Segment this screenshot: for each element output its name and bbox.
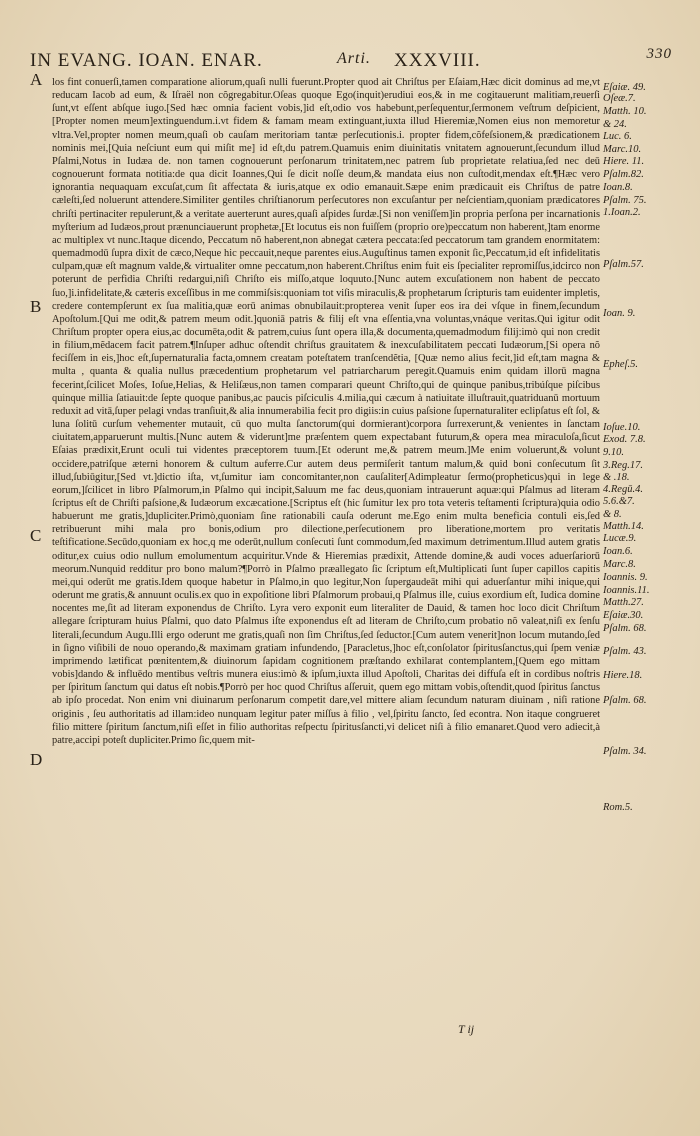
margin-citation: Ioſue.10.: [603, 422, 641, 433]
article-label: Arti.: [337, 50, 371, 67]
margin-citation: 3.Reg.17.: [603, 460, 643, 471]
section-letters: [30, 70, 50, 1070]
running-title: IN EVANG. IOAN. ENAR.: [30, 50, 263, 71]
signature-mark: T ij: [458, 1022, 475, 1036]
margin-citation: Ioan.8.: [603, 182, 633, 193]
margin-citation: Matth.14.: [603, 521, 644, 532]
margin-citation: & 24.: [603, 119, 627, 130]
margin-citation: 4.Regū.4.: [603, 484, 643, 495]
margin-citation: Lucæ.9.: [603, 533, 637, 544]
margin-citation: 5.6.&7.: [603, 496, 635, 507]
article-number: XXXVIII.: [394, 50, 481, 71]
margin-citation: Eſaiæ. 49.: [603, 82, 646, 93]
margin-citation: Rom.5.: [603, 802, 633, 813]
margin-citation: Pſalm. 68.: [603, 623, 647, 634]
commentary-paragraph: los fint conuerſi,tamen comparatione aliorum,quaſi nulli fuerunt.Propter quod ait Chriſtus per Eſaiam,Hæc dicit dominus ad me,vt reducam Iacob ad eum, & Iſraël non cõgregabitur.Oſeas quoque Ego(inquit)erudiui eos,& in me cogitauerunt malitiam,reuerſi ſunt,vt eſſent abſque iugo.[Sed hæc omnia facient vobis,]id eſt,odio vos habebunt,perſequentur,ſermonem veſtrum deſpicient, [Propter nomen meum]extinguendum.i.vt fidem & famam meam extinguant,iuxta illud Hieremiæ,Nomen eius non memoretur vltra.Vel,propter nomen meum,quaſi ob cauſam meritoriam tantæ perſecutionis.i. propter fidem,cõfeſsionem,& prædicationem nominis mei,[Quia neſciunt eum qui miſit me] id eſt,du patrem.Quamuis enim diuinitatis vnitatem agnouerunt,ſecundum illud Pſalmi,Notus in Iudæa de. non tamen cognouerunt perſonarum trinitatem,nec patrem ſub proprietate relatiua,ſed nec deū cognouerunt formata notitia:de qua dicit Ioannes,Qui ſe dicit noſſe deum,& mandata eius non cuſtodit,mendax eſt.¶Hæc vero ignorantia nequaquam excuſat,cum ſit affectata & iuris,atque ex odio emanauit.Sæpe enim prædicauit eis Chriſtus de patre cæleſti,ſed noluerunt attendere.Similiter gentiles chriſtianorum perſecutores non excuſantur per neſcientiam,quoniam prædicatores chriſti pertinaciter repulerunt,& a veritate auerterunt aures,quaſi aſpides ſurdæ.[Si non veniſſem]in propria perſona per incarnationis myſterium ad Iudæos,prout prænunciauerunt prophetæ,[Et locutus eis non fuiſſem (proprio ore)peccatum non haberent,]tam enorme ac multiplex vt nunc.Itaque dicendo, Peccatum nõ haberent,non abnegat cætera peccata:ſed peccatorum tam grandem enormitatem: quemadmodū ſupra dixit de cæco,Neque hic peccauit,neque parentes eius.Auguſtinus tamen exponit ſic,Peccatum,id eſt infidelitatis culpam,quæ eſt magnum valde,& virtualiter omne peccatum,non haberent.Chriſtus enim fuit eis ſpecialiter repromiſſus,idcirco non poterunt de perfidia Chriſti redargui,niſi Chriſto eis miſſo,atque loquuto.[Nunc autem excuſationem non habent de peccato ſuo,]i.infidelitate,& cæteris exceſſibus in me commiſsis:quoniam tot viſis miraculis,& prophetarum ſcripturis tam euidenter impletis, credere contempſerunt ex ſua malitia,quæ eorū animas obnubilauit:propterea venit ſuper eos ira dei vſque in finem,ſecundum Apoſtolum.[Qui me odit,& patrem meum odit.]quoniā patris & filij eſt vna eſſentia,vna voluntas,vnáque veritas.Qui igitur odit Chriſtum propter opera eius,ac documēta,odit & patrem,cuius ſunt opera illa,& documenta,quemadmodum filij:imò qui non credit in filium,mẽdacem facit patrem.¶Inſuper adhuc oſtendit chriſtus grauitatem & inexcuſabilitatem peccati Iudæorum,[Si opera nõ feciſſem in eis,]hoc eſt,ſupernaturalia facta,omnem creatam poteſtatem tranſcendẽtia, [Quæ nemo alius fecit,]id eſt,tam magna & multa , quanta & qualia nullus præcedentium prophetarum vel patriarcharum peregit.Quamuis enim quidam illorū magna fecerint,ſcilicet Moſes, Ioſue,Helias, & Heliſæus,non tamen comparari queunt Chriſto,qui de quinque panibus,tribúſque piſcibus quinque millia ſatiauit:de ſepte quoque panibus,ac paucis piſciculis 4.milia,qui cæcum à natiuitate illuſtrauit,quatriduanū mortuum reduxit ad vitā,ſuper pelagi vndas tranſiuit,& alia innumerabilia fecit pro digiis:in cuius paſsione ſupernaturaliter eclipſatus eſt ſol, & luna ſolitū curſum vehementer mutauit, cū quo multa ſanctorum(qui dormierant)corpora ſurrexerunt,& venientes in ſanctam ciuitatem,apparuerunt multis.[Nunc autem & viderunt]me præſentem quem expectabant futurum,& opera mea miraculoſa,ſicut Eſaias prædixit,Erunt oculi tui videntes præceptorem tuum.[Et oderunt me,& patrem meum.]Me enim voluerunt,& volunt occidere,patriſque æterni honorem & cultum auferre.Cur autem deus permiſerit tantum malum,& quid boni conſecutum ſit illud,ſubiūgitur,[Sed vt.]dictio iſta, vt,ſumitur iam concomitanter,non cauſaliter[Adimpleatur ſermo(propheticus)qui in lege eorum,]ſcilicet in libro Pſalmorum,in Pſalmo qui incipit,Saluum me fac deus,quoniam intrauerunt aquæ:qui Pſalmus ad literam ſcriptus eſt de Chriſti paſsione,& Iudæorum excæcatione.[Scriptus eſt (hic ſumitur lex pro tota veteris teſtamenti ſcriptura)quia odio habuerunt me gratis,]dupliciter.Primò,quoniam ſine rationabili cauſa oderunt me.Ego enim multa beneficia contuli eis,ſed retribuerunt mihi mala pro bonis,odium pro dilectione,perſecutionem pro liberatione,mortem pro veritatis teſtificatione.Secūdo,quoniam ex hoc,q me oderūt,nullum conſecuti ſunt commodum,ſed maximum detrimentum.Illud autem gratis oditur,ex cuius odio nullum emolumentum acquiritur.Vnde & Hieremias prædixit, Attende domine,& audi voces aduerſariorū meorum.Nunquid redditur pro bono malum?¶Porrò in Pſalmo præallegato ſic ſcriptum eſt,Multiplicati ſunt ſuper capillos capitis mei,qui oderūt me gratis.Idem quoque habetur in Pſalmo,in quo legitur,Non ſupergaudeāt mihi qui aduerſantur mihi inique,qui oderunt me gratis,& annuunt oculis.ex quo in expoſitione libri Pſalmorum probaui,q Pſalmus ille, cuius exordium eſt, Iudica domine nocentes me,ſit ad literam exponendus de Chriſto. Lyra vero exponit eum literaliter de Dauid, & tamen hoc loco dicit Chriſtum allegare ſcripturam huius Pſalmi, quo dato Pſalmus iſte exponendus eſt ad literam de Chriſto,cum probatio nõ valeat,niſi ex ſenſu literali,ſecundum Augu.Illi ergo oderunt me gratis,quaſi non ſim Chriſtus,ſed ſeductor.[Cum autem venerit]non locum mutando,ſed in ſigno viſibili de nouo operando,& maximam gratiam infundendo, [Paracletus,]hoc eſt,conſolator ſpiritusſanctus,qui ſpem veniæ imprimendo lætificat pœnitentem,& diuinorum ſapidam cognitionem præſtando exhilarat contemplantem,[Quem ego mittam vobis]dando & influēdo mentibus veſtris munera eius:imò & ipſum,iuxta illud Apoſtoli, Charitas dei diffuſa eſt in cordibus noſtris per ſpiritum ſanctum qui datus eſt nobis.¶Porrò per hoc quod Chriſtus aſſeruit, quem ego mittam vobis,oſtendit,quod ſpiritus ſanctus ab ipſo procedat. Non enim vni diuinarum perſonarum competit dare,vel mittere aliam ſecundum naturam diuinam , niſi ratione originis , ſeu authoritatis ad illam:ideo nunquam legitur pater miſſus à filio , vel,ſpiritu ſancto, ſed econtra. Non itaque congrueret filio mittere ſpiritum ſanctum,niſi eſſet in filio authoritas reſpectu ſpiritusſancti,vi delicet niſi à filio emanaret.Quod vero adiecit,à patre,accipi poteſt dupliciter.Primo ſic,quem mit-: [52, 77, 600, 746]
margin-citation: Marc.8.: [603, 559, 636, 570]
margin-citation: Oſeæ.7.: [603, 93, 636, 104]
margin-citation: & 8.: [603, 509, 622, 520]
running-header: [30, 44, 672, 74]
section-letter-b: B: [30, 297, 42, 316]
margin-citation: Exod. 7.8.: [603, 434, 646, 445]
margin-citation: Eſaiæ.30.: [603, 610, 644, 621]
section-letter-a: A: [30, 70, 43, 89]
margin-citation: 9.10.: [603, 447, 624, 458]
margin-notes: [603, 76, 693, 1076]
margin-citation: Pſalm.82.: [603, 169, 644, 180]
margin-citation: Ioannis.11.: [603, 585, 650, 596]
commentary-text: [52, 76, 600, 747]
margin-citation: Luc. 6.: [603, 131, 632, 142]
margin-citation: Marc.10.: [603, 144, 642, 155]
margin-citation: Pſalm. 75.: [603, 195, 647, 206]
margin-citation: 1.Ioan.2.: [603, 207, 641, 218]
folio-number: 330: [646, 46, 672, 62]
margin-citation: Pſalm. 68.: [603, 695, 647, 706]
margin-citation: & .18.: [603, 472, 630, 483]
margin-citation: Pſalm. 43.: [603, 646, 647, 657]
margin-citation: Ioan.6.: [603, 546, 633, 557]
margin-citation: Pſalm.57.: [603, 259, 644, 270]
margin-citation: Pſalm. 34.: [603, 746, 647, 757]
margin-citation: Epheſ.5.: [603, 359, 638, 370]
section-letter-c: C: [30, 526, 42, 545]
margin-citation: Matth. 10.: [603, 106, 647, 117]
margin-citation: Hiere. 11.: [603, 156, 645, 167]
section-letter-d: D: [30, 750, 43, 769]
margin-citation: Ioan. 9.: [603, 308, 636, 319]
margin-citation: Hiere.18.: [603, 670, 643, 681]
margin-citation: Matth.27.: [603, 597, 644, 608]
margin-citation: Ioannis. 9.: [603, 572, 648, 583]
